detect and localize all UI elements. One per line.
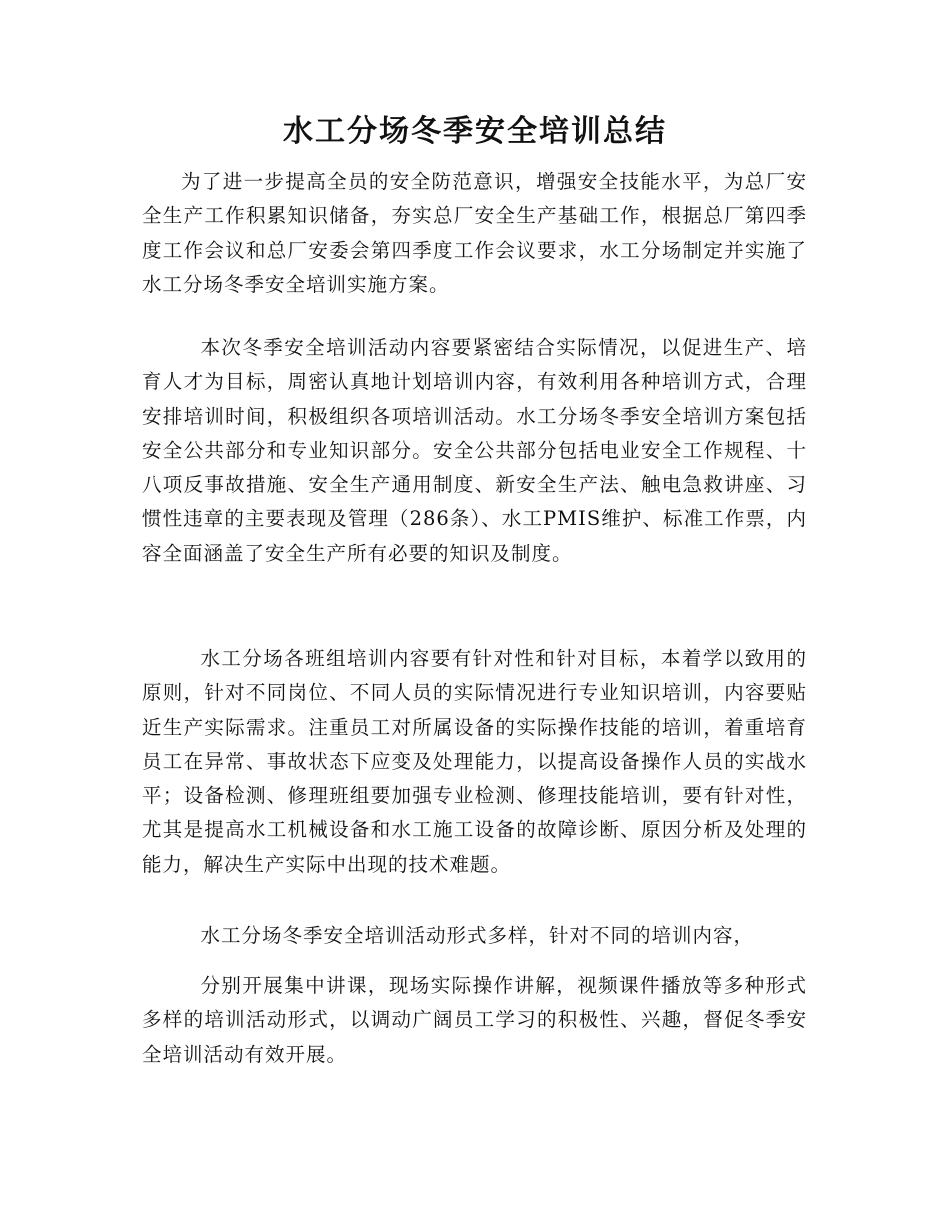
paragraph-team-training: 水工分场各班组培训内容要有针对性和针对目标，本着学以致用的原则，针对不同岗位、不同人员的实际情况进行专业知识培训，内容要贴近生产实际需求。注重员工对所属设备的实际操作技能的培训，着重培育员工在异常、事故状态下应变及处理能力，以提高设备操作人员的实战水平；设备检测、修理班组要加强专业检测、修理技能培训，要有针对性，尤其是提高水工机械设备和水工施工设备的故障诊断、原因分析及处理的能力，解决生产实际中出现的技术难题。: [142, 647, 807, 876]
paragraph-training-content: 本次冬季安全培训活动内容要紧密结合实际情况，以促进生产、培育人才为目标，周密认真地计划培训内容，有效利用各种培训方式，合理安排培训时间，积极组织各项培训活动。水工分场冬季安全培训方案包括安全公共部分和专业知识部分。安全公共部分包括电业安全工作规程、十八项反事故措施、安全生产通用制度、新安全生产法、触电急救讲座、习惯性违章的主要表现及管理（286条）、水工PMIS维护、标准工作票，内容全面涵盖了安全生产所有必要的知识及制度。: [142, 336, 807, 565]
paragraph-training-forms: 水工分场冬季安全培训活动形式多样，针对不同的培训内容，: [200, 924, 755, 947]
paragraph-training-methods: 分别开展集中讲课，现场实际操作讲解，视频课件播放等多种形式多样的培训活动形式，以调动广阔员工学习的积极性、兴趣，督促冬季安全培训活动有效开展。: [142, 974, 807, 1066]
paragraph-intro: 为了进一步提高全员的安全防范意识，增强安全技能水平，为总厂安全生产工作积累知识储备，夯实总厂安全生产基础工作，根据总厂第四季度工作会议和总厂安委会第四季度工作会议要求，水工分场制定并实施了水工分场冬季安全培训实施方案。: [142, 170, 807, 296]
document-title: 水工分场冬季安全培训总结: [283, 114, 667, 149]
